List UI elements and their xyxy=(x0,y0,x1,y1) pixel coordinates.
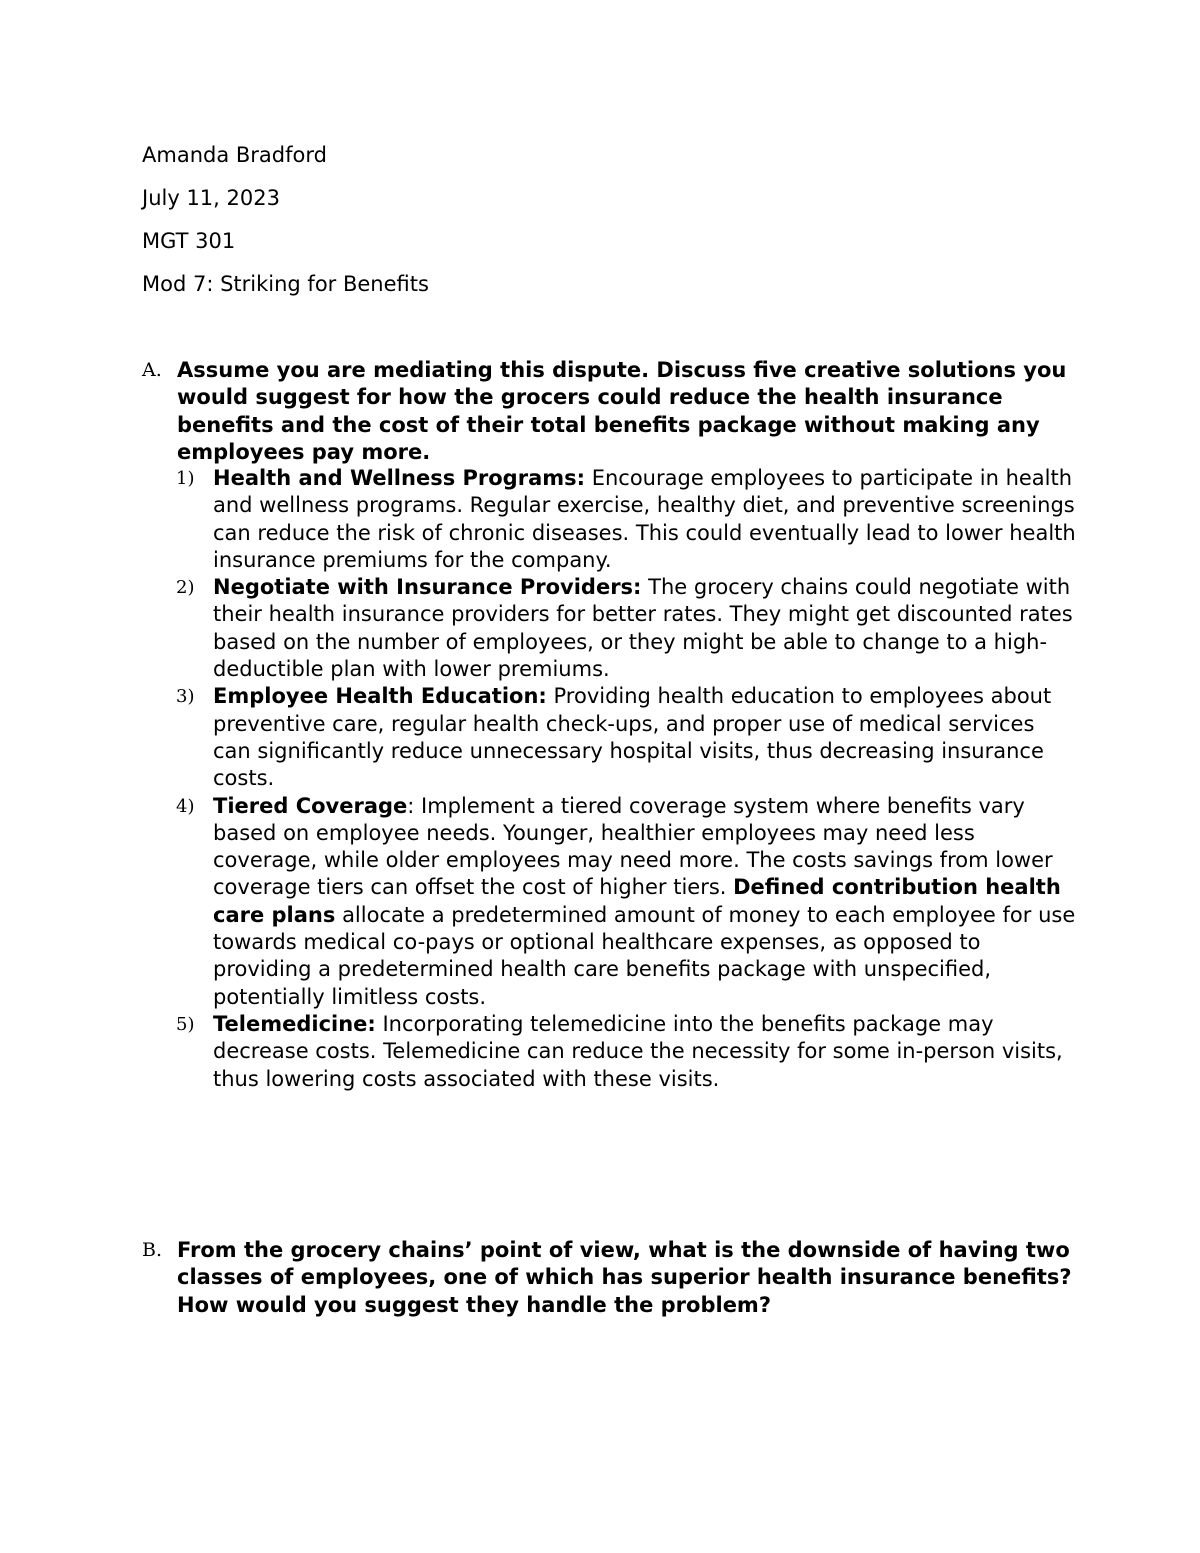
list-item-title: Employee Health Education: xyxy=(213,684,547,709)
answer-list xyxy=(176,465,1076,1093)
list-item-text: Encourage employees to participate in health and wellness programs. Regular exercise, healthy diet, and preventive screenings can reduce the risk of chronic diseases. This could eventually lead to lower health insurance premiums for the company. xyxy=(213,466,1076,572)
list-item xyxy=(176,465,1076,574)
list-item-number: 2) xyxy=(176,577,195,599)
question-b-text: From the grocery chains’ point of view, what is the downside of having two classes of employees, one of which has superior health insurance benefits? How would you suggest they handle the problem? xyxy=(177,1238,1072,1317)
question-b xyxy=(142,1237,1072,1319)
question-a-marker: A. xyxy=(142,359,162,381)
list-item-title: Negotiate with Insurance Providers: xyxy=(213,575,642,600)
list-item-text: The grocery chains could negotiate with their health insurance providers for better rates. They might get discounted rates based on the number of employees, or they might be able to change to a high-deductible plan with lower premiums. xyxy=(213,575,1073,682)
list-item-number: 4) xyxy=(176,795,195,817)
list-item-text-continued: allocate a predetermined amount of money to each employee for use towards medical co-pays or optional healthcare expenses, as opposed to providing a predetermined health care benefits package with unspecified, potentially limitless costs. xyxy=(213,902,1076,1009)
document-date: July 11, 2023 xyxy=(142,186,280,210)
list-item-body xyxy=(213,793,1076,1011)
list-item-title: Tiered Coverage xyxy=(213,793,408,818)
assignment-title: Mod 7: Striking for Benefits xyxy=(142,272,429,296)
list-item-number: 1) xyxy=(176,468,195,489)
list-item xyxy=(176,793,1076,1011)
list-item xyxy=(176,1011,1076,1093)
list-item-text: : Implement a tiered coverage system where benefits vary based on employee needs. Younger, healthier employees may need less coverage, while older employees may need more. The costs savings from lower coverage tiers can offset the cost of higher tiers. xyxy=(213,793,1053,900)
question-a-text: Assume you are mediating this dispute. Discuss five creative solutions you would suggest for how the grocers could reduce the health insurance benefits and the cost of their total benefits package without making any employees pay more. xyxy=(177,358,1067,465)
list-item-body xyxy=(213,683,1076,792)
list-item-body xyxy=(213,1011,1076,1093)
list-item-subtitle: Defined contribution health care plans xyxy=(213,875,1061,927)
list-item xyxy=(176,574,1076,683)
list-item-title: Health and Wellness Programs: xyxy=(213,466,586,490)
question-a xyxy=(142,357,1072,467)
question-b-marker: B. xyxy=(142,1239,163,1261)
list-item-text: Incorporating telemedicine into the benefits package may decrease costs. Telemedicine can reduce the necessity for some in-person visits, thus lowering costs associated with these visits. xyxy=(213,1011,1063,1091)
list-item-title: Telemedicine: xyxy=(213,1011,376,1036)
list-item-text: Providing health education to employees about preventive care, regular health check-ups, and proper use of medical services can significantly reduce unnecessary hospital visits, thus decreasing insurance costs. xyxy=(213,684,1052,791)
list-item-body xyxy=(213,465,1076,574)
list-item-number: 3) xyxy=(176,686,195,708)
list-item-number: 5) xyxy=(176,1013,195,1035)
list-item-body xyxy=(213,574,1076,683)
course-code: MGT 301 xyxy=(142,229,236,253)
list-item xyxy=(176,683,1076,792)
author-name: Amanda Bradford xyxy=(142,143,327,167)
